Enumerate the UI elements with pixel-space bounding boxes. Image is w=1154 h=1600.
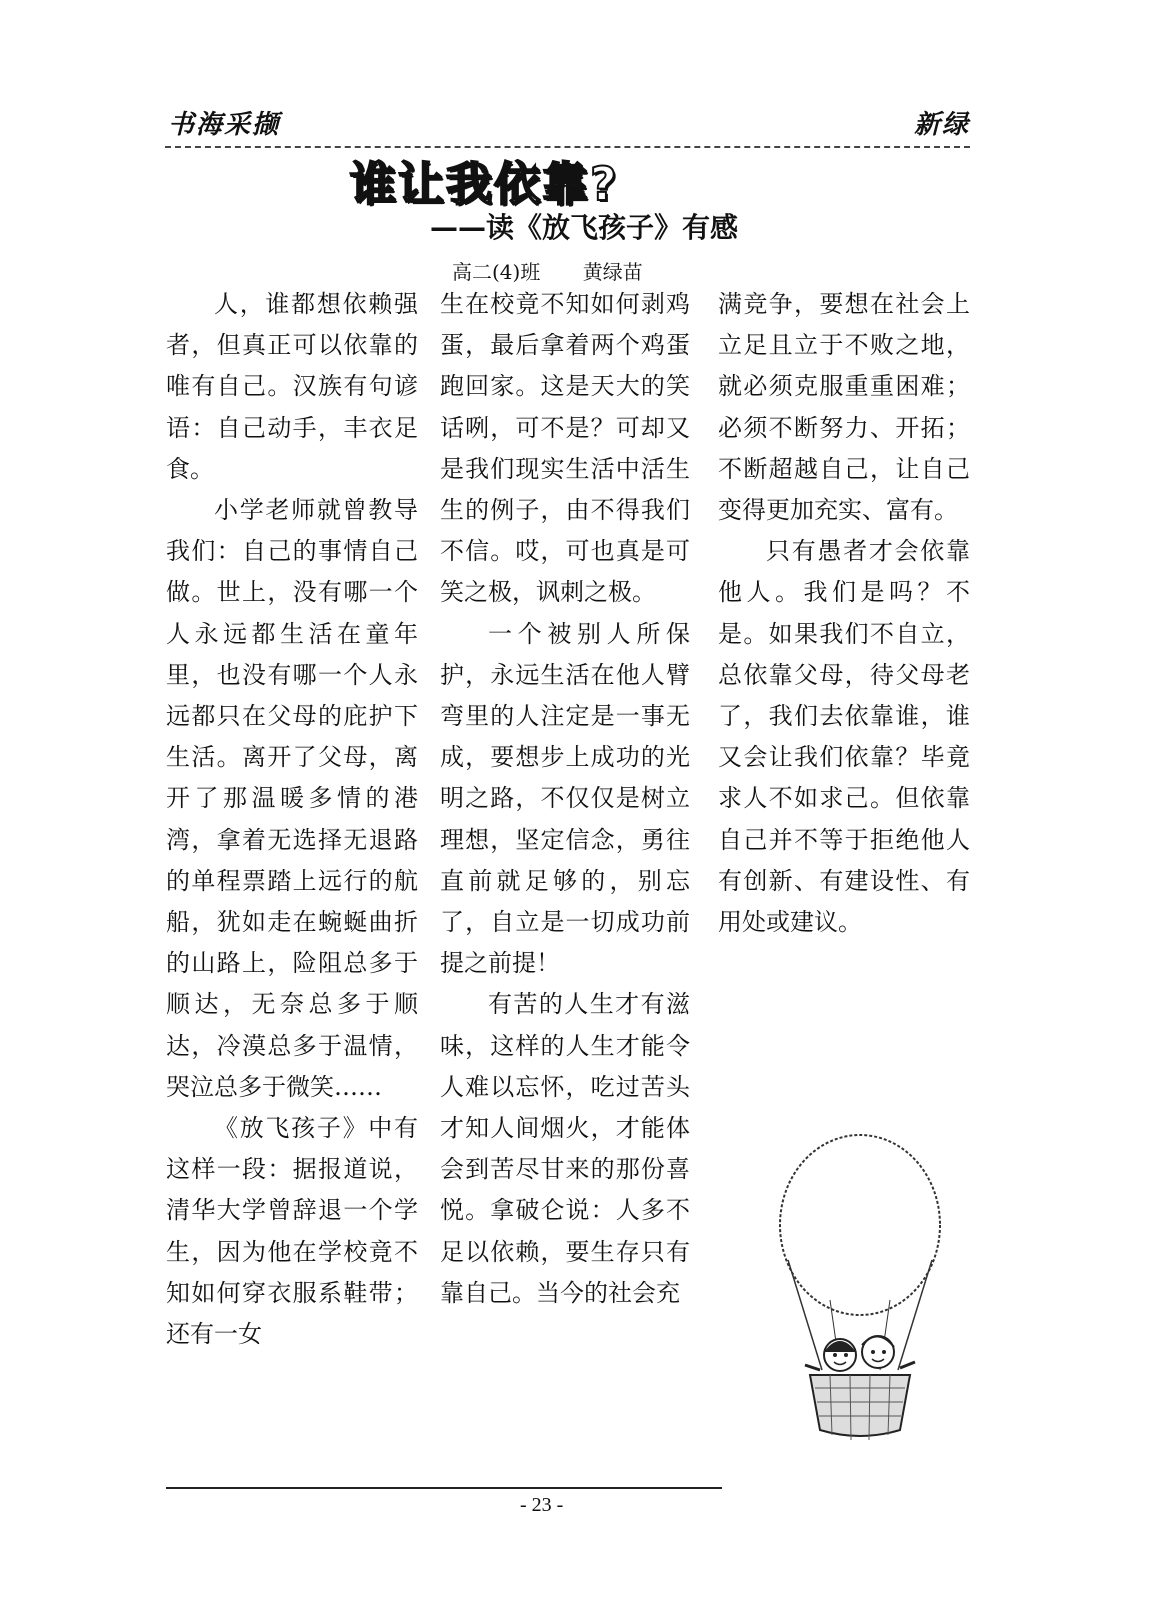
paragraph: 小学老师就曾教导我们：自己的事情自己做。世上，没有哪一个人永远都生活在童年里，也没有哪一个人永远都只在父母的庇护下生活。离开了父母，离开了那温暖多情的港湾，拿着无选择无退路的单程票踏上远行的航船，犹如走在蜿蜒曲折的山路上，险阻总多于顺达，无奈总多于顺达，冷漠总多于温情，哭泣总多于微笑…… <box>166 496 418 1101</box>
paragraph: 满竞争，要想在社会上立足且立于不败之地，就必须克服重重困难；必须不断努力、开拓；不断超越自己，让自己变得更加充实、富有。 <box>718 290 970 525</box>
paragraph: 有苦的人生才有滋味，这样的人生才能令人难以忘怀，吃过苦头才知人间烟火，才能体会到苦尽甘来的那份喜悦。拿破仑说：人多不足以依赖，要生存只有靠自己。当今的社会充 <box>440 990 690 1307</box>
text-column-1 <box>166 284 418 1355</box>
paragraph: 只有愚者才会依靠他人。我们是吗？不是。如果我们不自立，总依靠父母，待父母老了，我们去依靠谁，谁又会让我们依靠？毕竟求人不如求己。但依靠自己并不等于拒绝他人有创新、有建设性、有用处或建议。 <box>718 537 970 937</box>
section-label-right: 新绿 <box>913 110 970 140</box>
article-subtitle: ——读《放飞孩子》有感 <box>430 211 739 244</box>
text-column-2 <box>440 284 690 1314</box>
class-label: 高二(4)班 <box>452 260 541 284</box>
article-title: 谁让我依靠? <box>350 157 619 211</box>
hot-air-balloon-icon <box>760 1130 960 1450</box>
paragraph: 一个被别人所保护，永远生活在他人臂弯里的人注定是一事无成，要想步上成功的光明之路，不仅仅是树立理想，坚定信念，勇往直前就足够的，别忘了，自立是一切成功前提之前提！ <box>440 619 690 978</box>
paragraph: 人，谁都想依赖强者，但真正可以依靠的唯有自己。汉族有句谚语：自己动手，丰衣足食。 <box>166 290 418 483</box>
footer-divider <box>166 1487 722 1489</box>
paragraph: 生在校竟不知如何剥鸡蛋，最后拿着两个鸡蛋跑回家。这是天大的笑话咧，可不是？可却又是我们现实生活中活生生的例子，由不得我们不信。哎，可也真是可笑之极，讽刺之极。 <box>440 290 690 607</box>
section-label-left: 书海采撷 <box>168 110 281 140</box>
text-column-3 <box>718 284 970 943</box>
author-name: 黄绿苗 <box>582 260 643 284</box>
paragraph: 《放飞孩子》中有这样一段：据报道说，清华大学曾辞退一个学生，因为他在学校竟不知如何穿衣服系鞋带；还有一女 <box>166 1114 418 1349</box>
page-number: - 23 - <box>520 1494 564 1516</box>
byline <box>452 256 679 285</box>
